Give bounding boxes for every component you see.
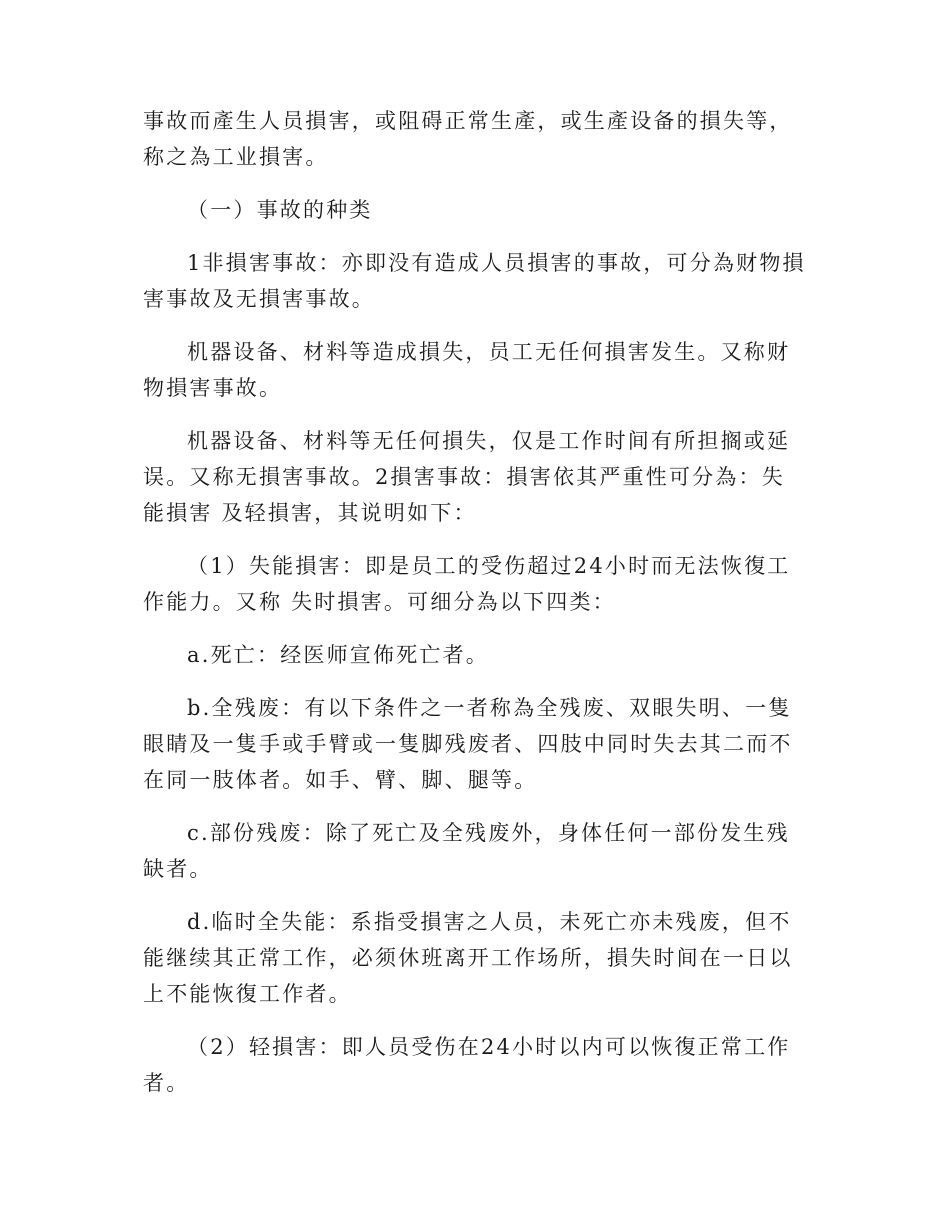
paragraph-disabling-injury: （1）失能損害：即是员工的受伤超过24小时而无法恢復工作能力。又称 失时損害。可细分為以下四类： bbox=[143, 554, 791, 614]
paragraph-minor-injury: （2）轻損害：即人员受伤在24小时以内可以恢復正常工作者。 bbox=[143, 1035, 791, 1095]
list-item-partial-disability: c.部份残废：除了死亡及全残废外，身体任何一部份发生残缺者。 bbox=[143, 821, 790, 881]
list-item-temporary-total-disability: d.临时全失能：系指受損害之人员，未死亡亦未残废，但不能继续其正常工作，必须休班离开工作场所，損失时间在一日以上不能恢復工作者。 bbox=[143, 910, 793, 1006]
paragraph-no-damage-and-injury-accident: 机器设备、材料等无任何損失，仅是工作时间有所担搁或延误。又称无損害事故。2損害事故：損害依其严重性可分為：失能損害 及轻損害，其说明如下： bbox=[143, 429, 791, 525]
paragraph-property-damage: 机器设备、材料等造成損失，员工无任何損害发生。又称财物損害事故。 bbox=[143, 340, 791, 400]
document-body bbox=[143, 103, 808, 1118]
list-item-total-disability: b.全残废：有以下条件之一者称為全残废、双眼失明、一隻眼睛及一隻手或手臂或一隻脚残废者、四肢中同时失去其二而不在同一肢体者。如手、臂、脚、腿等。 bbox=[143, 696, 793, 792]
section-heading-accident-types: （一）事故的种类 bbox=[187, 198, 373, 222]
paragraph-continuation: 事故而產生人员損害，或阻碍正常生產，或生產设备的損失等，称之為工业損害。 bbox=[143, 109, 793, 169]
paragraph-non-injury-accident: 1非損害事故：亦即没有造成人员損害的事故，可分為财物損害事故及无損害事故。 bbox=[143, 251, 806, 311]
list-item-death: a.死亡：经医师宣佈死亡者。 bbox=[187, 643, 489, 667]
